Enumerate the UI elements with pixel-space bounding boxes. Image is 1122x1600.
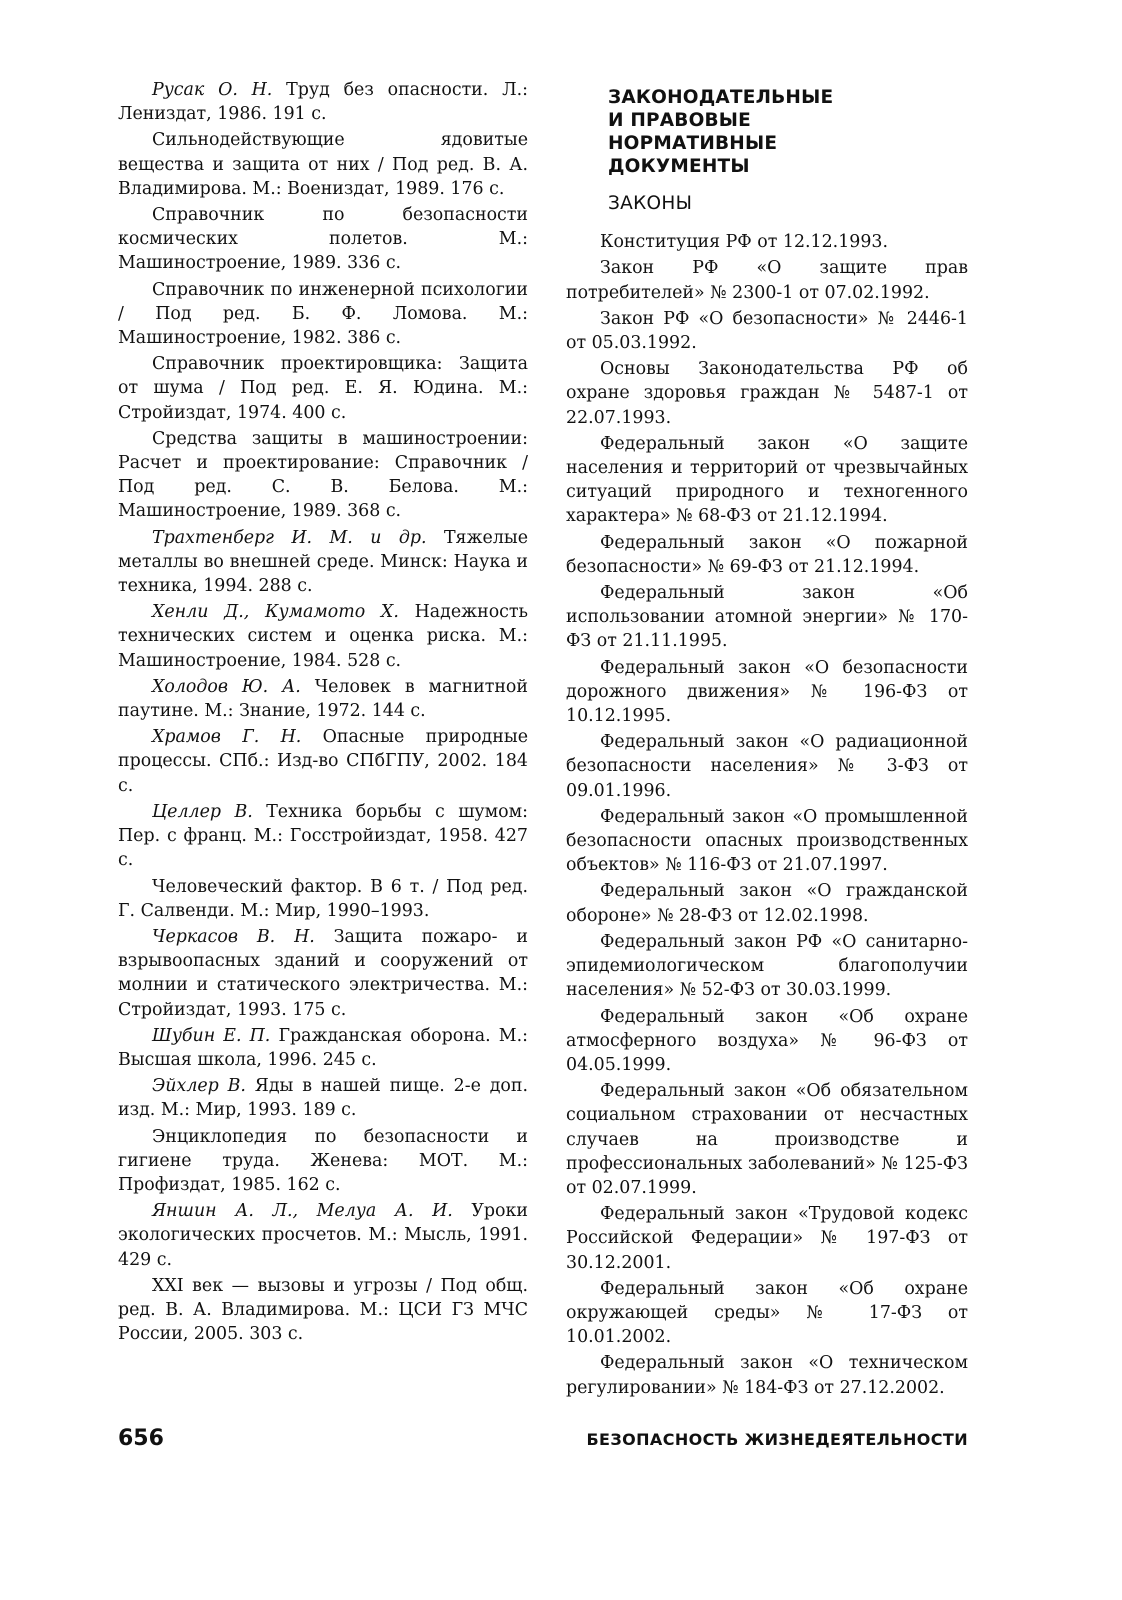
entry-text: Справочник по инженерной психологии / Под ред. Б. Ф. Ломова. М.: Машиностроение, 1982. 386 с. (118, 279, 528, 349)
law-entry: Федеральный закон «Об охране атмосферного воздуха» № 96-ФЗ от 04.05.1999. (566, 1006, 968, 1075)
entry-text: Тяжелые металлы во внешней среде. Минск: Наука и техника, 1994. 288 с. (118, 527, 528, 597)
legal-documents-column (566, 78, 968, 1402)
entry-text: Яды в нашей пище. 2-е доп. изд. М.: Мир, 1993. 189 с. (118, 1076, 528, 1121)
law-entry: Федеральный закон «Об использовании атомной энергии» № 170-ФЗ от 21.11.1995. (566, 583, 968, 652)
bibliography-entry (118, 78, 528, 126)
law-entry: Закон РФ «О безопасности» № 2446-1 от 05.03.1992. (566, 308, 968, 354)
entry-text: Уроки экологических просчетов. М.: Мысль, 1991. 429 с. (118, 1201, 528, 1270)
section-heading-line: ЗАКОНОДАТЕЛЬНЫЕ (608, 87, 834, 108)
subsection-heading: ЗАКОНЫ (608, 193, 693, 214)
entry-author: Черкасов В. Н. (152, 926, 315, 947)
section-heading (608, 86, 968, 178)
entry-text: Техника борьбы с шумом: Пер. с франц. М.: Госстройиздат, 1958. 427 с. (118, 801, 528, 871)
bibliography-entry (118, 128, 528, 201)
entry-text: Гражданская оборона. М.: Высшая школа, 1996. 245 с. (118, 1025, 528, 1070)
entry-author: Целлер В. (152, 801, 253, 822)
law-entry: Федеральный закон «О безопасности дорожного движения» № 196-ФЗ от 10.12.1995. (566, 657, 968, 727)
bibliography-entry (118, 427, 528, 524)
law-entry: Закон РФ «О защите прав потребителей» № 2300-1 от 07.02.1992. (566, 258, 968, 303)
law-entry: Федеральный закон «О защите населения и территорий от чрезвычайных ситуаций природного и техногенного характера» № 68-ФЗ от 21.12.1994. (566, 433, 968, 527)
entry-text: Надежность технических систем и оценка риска. М.: Машиностроение, 1984. 528 с. (118, 602, 528, 671)
section-heading-line: НОРМАТИВНЫЕ (608, 133, 778, 154)
section-heading-line: И ПРАВОВЫЕ (608, 110, 752, 131)
entry-text: Труд без опасности. Л.: Лениздат, 1986. 191 с. (118, 80, 528, 125)
law-entry: Федеральный закон «Об обязательном социальном страховании от несчастных случаев на производстве и профессиональных заболеваний» № 125-ФЗ от 02.07.1999. (566, 1081, 968, 1198)
law-entry: Федеральный закон «О радиационной безопасности населения» № 3-ФЗ от 09.01.1996. (566, 732, 968, 801)
bibliography-entry (118, 352, 528, 425)
law-entry: Федеральный закон «О промышленной безопасности опасных производственных объектов» № 116-ФЗ от 21.07.1997. (566, 806, 968, 876)
entry-text: Человеческий фактор. В 6 т. / Под ред. Г. Салвенди. М.: Мир, 1990–1993. (118, 876, 528, 921)
bibliography-entry (118, 278, 528, 351)
entry-text: Защита пожаро- и взрывоопасных зданий и сооружений от молнии и статического электричества. М.: Стройиздат, 1993. 175 с. (118, 926, 528, 1020)
entry-author: Яншин А. Л., Мелуа А. И. (152, 1201, 453, 1222)
entry-text: Средства защиты в машиностроении: Расчет и проектирование: Справочник / Под ред. С. В. Белова. М.: Машиностроение, 1989. 368 с. (118, 428, 528, 522)
bibliography-left-column (118, 78, 528, 1348)
bibliography-entry (118, 1074, 528, 1122)
section-heading-line: ДОКУМЕНТЫ (608, 156, 750, 177)
entry-text: XXI век — вызовы и угрозы / Под общ. ред. В. А. Владимирова. М.: ЦСИ ГЗ МЧС России, 2005. 303 с. (118, 1275, 528, 1345)
entry-author: Русак О. Н. (152, 80, 273, 100)
entry-author: Храмов Г. Н. (152, 727, 302, 748)
entry-text: Справочник по безопасности космических полетов. М.: Машиностроение, 1989. 336 с. (118, 205, 528, 274)
bibliography-entry (118, 600, 528, 673)
law-entry: Конституция РФ от 12.12.1993. (600, 232, 888, 253)
entry-author: Шубин Е. П. (152, 1025, 271, 1046)
bibliography-entry (118, 526, 528, 599)
entry-author: Холодов Ю. А. (152, 676, 301, 697)
law-entry: Федеральный закон «О пожарной безопасности» № 69-ФЗ от 21.12.1994. (566, 532, 968, 577)
entry-text: Справочник проектировщика: Защита от шума / Под ред. Е. Я. Юдина. М.: Стройиздат, 1974. 400 с. (118, 354, 528, 423)
entry-author: Хенли Д., Кумамото Х. (152, 602, 399, 623)
law-entry: Федеральный закон «Трудовой кодекс Российской Федерации» № 197-ФЗ от 30.12.2001. (566, 1204, 968, 1273)
bibliography-entry (118, 725, 528, 798)
running-title: БЕЗОПАСНОСТЬ ЖИЗНЕДЕЯТЕЛЬНОСТИ (586, 1430, 968, 1449)
bibliography-entry (118, 203, 528, 276)
law-entry: Федеральный закон «О техническом регулировании» № 184-ФЗ от 27.12.2002. (566, 1353, 968, 1398)
entry-text: Человек в магнитной паутине. М.: Знание, 1972. 144 с. (118, 676, 528, 722)
bibliography-entry (118, 925, 528, 1022)
law-entry: Федеральный закон «Об охране окружающей среды» № 17-ФЗ от 10.01.2002. (566, 1278, 968, 1348)
law-entry: Федеральный закон РФ «О санитарно-эпидемиологическом благополучии населения» № 52-ФЗ от 30.03.1999. (566, 931, 968, 1001)
entry-author: Трахтенберг И. М. и др. (152, 527, 427, 548)
bibliography-entry (118, 1125, 528, 1198)
entry-text: Опасные природные процессы. СПб.: Изд-во СПбГПУ, 2002. 184 с. (118, 727, 528, 796)
law-entry: Федеральный закон «О гражданской обороне» № 28-ФЗ от 12.02.1998. (566, 881, 968, 926)
bibliography-entry (118, 1024, 528, 1072)
bibliography-entry (118, 1199, 528, 1272)
entry-text: Сильнодействующие ядовитые вещества и защита от них / Под ред. В. А. Владимирова. М.: Воениздат, 1989. 176 с. (118, 130, 528, 199)
entry-author: Эйхлер В. (152, 1076, 246, 1097)
bibliography-entry (118, 1274, 528, 1347)
laws-list (566, 230, 968, 1400)
bibliography-entry (118, 675, 528, 723)
bibliography-entry (118, 800, 528, 873)
bibliography-entry (118, 875, 528, 923)
law-entry: Основы Законодательства РФ об охране здоровья граждан № 5487-1 от 22.07.1993. (566, 359, 968, 428)
entry-text: Энциклопедия по безопасности и гигиене труда. Женева: МОТ. М.: Профиздат, 1985. 162 с. (118, 1126, 528, 1195)
page-number: 656 (118, 1426, 164, 1451)
